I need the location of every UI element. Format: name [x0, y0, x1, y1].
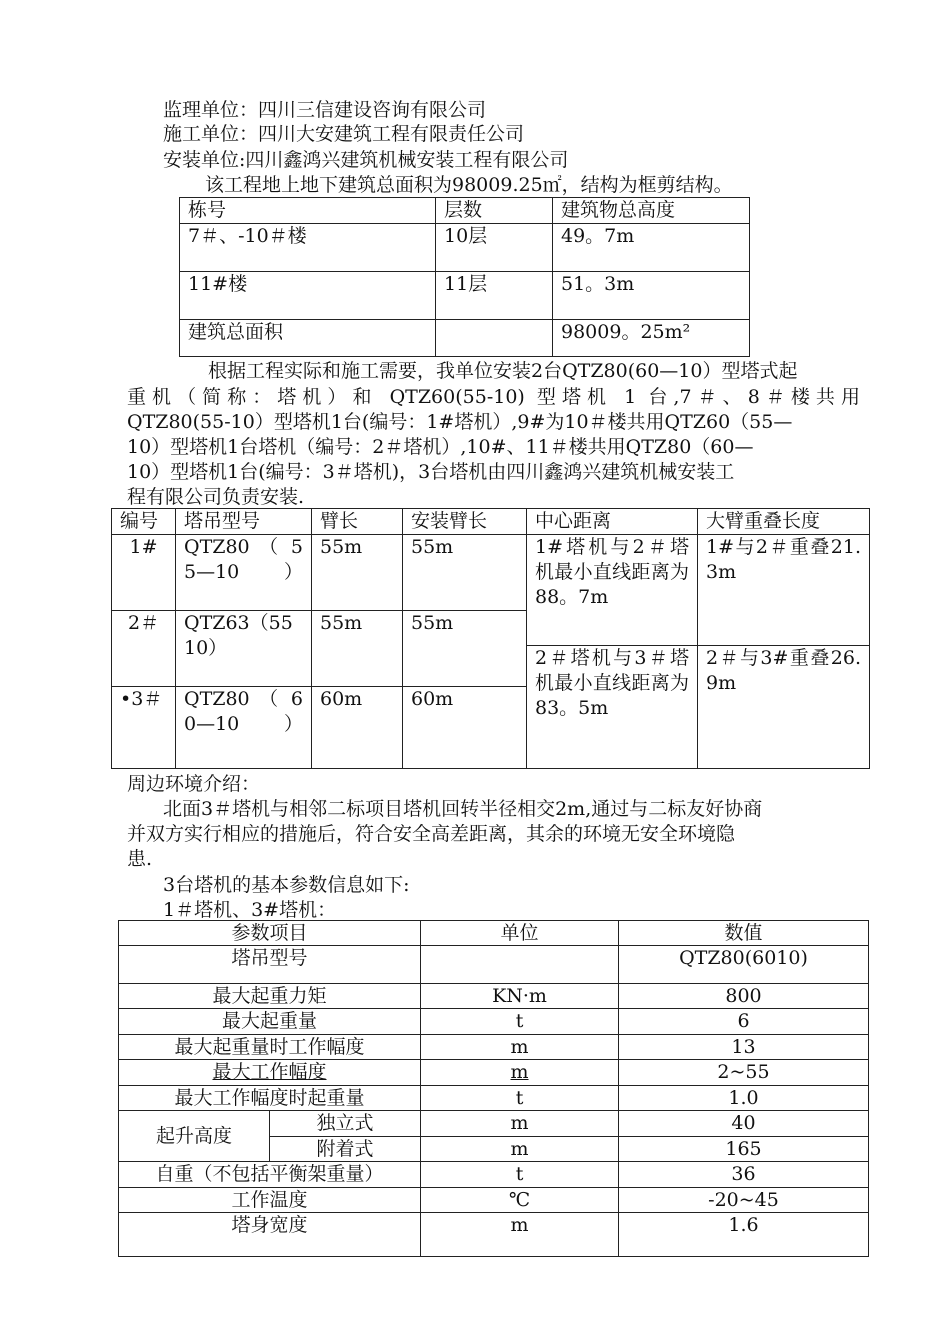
param-unit: m: [421, 1035, 619, 1060]
param-label: 最大起重量: [119, 1009, 421, 1035]
param-value: 1.6: [619, 1213, 869, 1257]
install-para-line: 重机（简称：塔机）和 QTZ60(55-10) 型塔机 1 台,7＃、8＃楼共用: [127, 386, 860, 408]
param-label: 工作温度: [119, 1188, 421, 1213]
crane-id: 1#: [112, 535, 176, 611]
table-cell: 11#楼: [180, 272, 436, 320]
header-cell: 参数项目: [119, 921, 421, 946]
table-header-row: [112, 509, 870, 535]
table-header-row: [119, 921, 869, 946]
param-value: 2~55: [619, 1060, 869, 1086]
header-cell: 栋号: [180, 198, 436, 224]
table-row: [180, 224, 750, 272]
table-cell: [436, 320, 553, 357]
param-label: 最大工作幅度时起重量: [119, 1086, 421, 1111]
crane-arm: 55m: [312, 535, 403, 611]
crane-id: 2＃: [112, 611, 176, 687]
param-value: 40: [619, 1111, 869, 1137]
table-row: [119, 1188, 869, 1213]
crane-arm: 55m: [312, 611, 403, 687]
crane-arm: 60m: [312, 687, 403, 769]
crane-table: [111, 508, 870, 769]
overlap-2: 2＃与3#重叠26.9m: [698, 646, 870, 769]
param-value: 36: [619, 1162, 869, 1188]
environment-line: 北面3＃塔机与相邻二标项目塔机回转半径相交2m,通过与二标友好协商: [163, 798, 763, 820]
param-value: -20~45: [619, 1188, 869, 1213]
param-label: 塔吊型号: [119, 946, 421, 984]
header-cell: 编号: [112, 509, 176, 535]
install-para-line: 根据工程实际和施工需要，我单位安装2台QTZ80(60—10）型塔式起: [208, 360, 798, 382]
header-cell: 臂长: [312, 509, 403, 535]
header-cell: 大臂重叠长度: [698, 509, 870, 535]
area-note: 该工程地上地下建筑总面积为98009.25㎡，结构为框剪结构。: [205, 174, 733, 196]
table-cell: 49。7m: [553, 224, 750, 272]
lift-height-label: 起升高度: [119, 1111, 270, 1162]
params-intro: 3台塔机的基本参数信息如下:: [163, 874, 410, 896]
crane-install-arm: 55m: [403, 611, 527, 687]
header-cell: 建筑物总高度: [553, 198, 750, 224]
param-label: 最大起重量时工作幅度: [119, 1035, 421, 1060]
table-row: [180, 272, 750, 320]
table-row: [119, 984, 869, 1009]
header-cell: 塔吊型号: [176, 509, 312, 535]
param-table: [118, 920, 869, 1257]
install-para-line: 10）型塔机1台(编号：3＃塔机)，3台塔机由四川鑫鸿兴建筑机械安装工: [127, 461, 735, 483]
param-value: 800: [619, 984, 869, 1009]
crane-id: •3＃: [112, 687, 176, 769]
header-cell: 层数: [436, 198, 553, 224]
param-sublabel: 附着式: [270, 1137, 421, 1162]
table-row: [119, 1162, 869, 1188]
param-sublabel: 独立式: [270, 1111, 421, 1137]
table-cell: 建筑总面积: [180, 320, 436, 357]
table-cell: 11层: [436, 272, 553, 320]
param-label: 自重（不包括平衡架重量）: [119, 1162, 421, 1188]
param-unit: ℃: [421, 1188, 619, 1213]
install-para-line: 程有限公司负责安装.: [127, 486, 305, 508]
table-row: [119, 1111, 869, 1137]
install-para-line: QTZ80(55-10）型塔机1台(编号：1#塔机）,9#为10＃楼共用QTZ60（55—: [127, 411, 793, 433]
param-unit: t: [421, 1009, 619, 1035]
table-cell: 10层: [436, 224, 553, 272]
table-cell: 7＃、-10＃楼: [180, 224, 436, 272]
table-cell: 51。3m: [553, 272, 750, 320]
table-row: [112, 535, 870, 611]
param-unit: [421, 946, 619, 984]
table-row: [180, 320, 750, 357]
distance-2: 2＃塔机与3＃塔机最小直线距离为83。5m: [527, 646, 698, 769]
installer-line: 安装单位:四川鑫鸿兴建筑机械安装工程有限公司: [163, 149, 569, 171]
table-row: [119, 1086, 869, 1111]
param-label: 最大起重力矩: [119, 984, 421, 1009]
table-row: [119, 1009, 869, 1035]
constructor-line: 施工单位：四川大安建筑工程有限责任公司: [163, 123, 525, 145]
install-para-line: 10）型塔机1台塔机（编号：2＃塔机）,10#、11＃楼共用QTZ80（60—: [127, 436, 754, 458]
param-label: 塔身宽度: [119, 1213, 421, 1257]
param-unit: KN·m: [421, 984, 619, 1009]
crane-model: QTZ63（5510）: [176, 611, 312, 687]
building-table: [179, 197, 750, 357]
distance-1: 1#塔机与2＃塔机最小直线距离为88。7m: [527, 535, 698, 646]
environment-line: 患.: [127, 848, 153, 870]
param-unit: t: [421, 1162, 619, 1188]
table-row: [119, 1213, 869, 1257]
environment-line: 并双方实行相应的措施后，符合安全高差距离，其余的环境无安全环境隐: [127, 823, 736, 845]
param-unit: m: [421, 1111, 619, 1137]
overlap-1: 1#与2＃重叠21.3m: [698, 535, 870, 646]
header-cell: 中心距离: [527, 509, 698, 535]
param-unit: m: [421, 1213, 619, 1257]
cranes-label: 1＃塔机、3#塔机：: [163, 899, 337, 921]
param-value: 165: [619, 1137, 869, 1162]
header-cell: 安装臂长: [403, 509, 527, 535]
crane-model: QTZ80 （ 55—10）: [176, 535, 312, 611]
table-row: [119, 946, 869, 984]
param-unit: m: [421, 1137, 619, 1162]
crane-install-arm: 55m: [403, 535, 527, 611]
param-value: 6: [619, 1009, 869, 1035]
param-label: 最大工作幅度: [119, 1060, 421, 1086]
header-cell: 单位: [421, 921, 619, 946]
param-unit: t: [421, 1086, 619, 1111]
param-value: 1.0: [619, 1086, 869, 1111]
table-row: [119, 1060, 869, 1086]
crane-model: QTZ80 （ 60—10）: [176, 687, 312, 769]
table-row: [119, 1035, 869, 1060]
table-header-row: [180, 198, 750, 224]
header-cell: 数值: [619, 921, 869, 946]
table-cell: 98009。25m²: [553, 320, 750, 357]
supervisor-line: 监理单位：四川三信建设咨询有限公司: [163, 99, 487, 121]
environment-title: 周边环境介绍：: [127, 773, 261, 795]
param-unit: m: [421, 1060, 619, 1086]
param-value: QTZ80(6010): [619, 946, 869, 984]
crane-install-arm: 60m: [403, 687, 527, 769]
param-value: 13: [619, 1035, 869, 1060]
